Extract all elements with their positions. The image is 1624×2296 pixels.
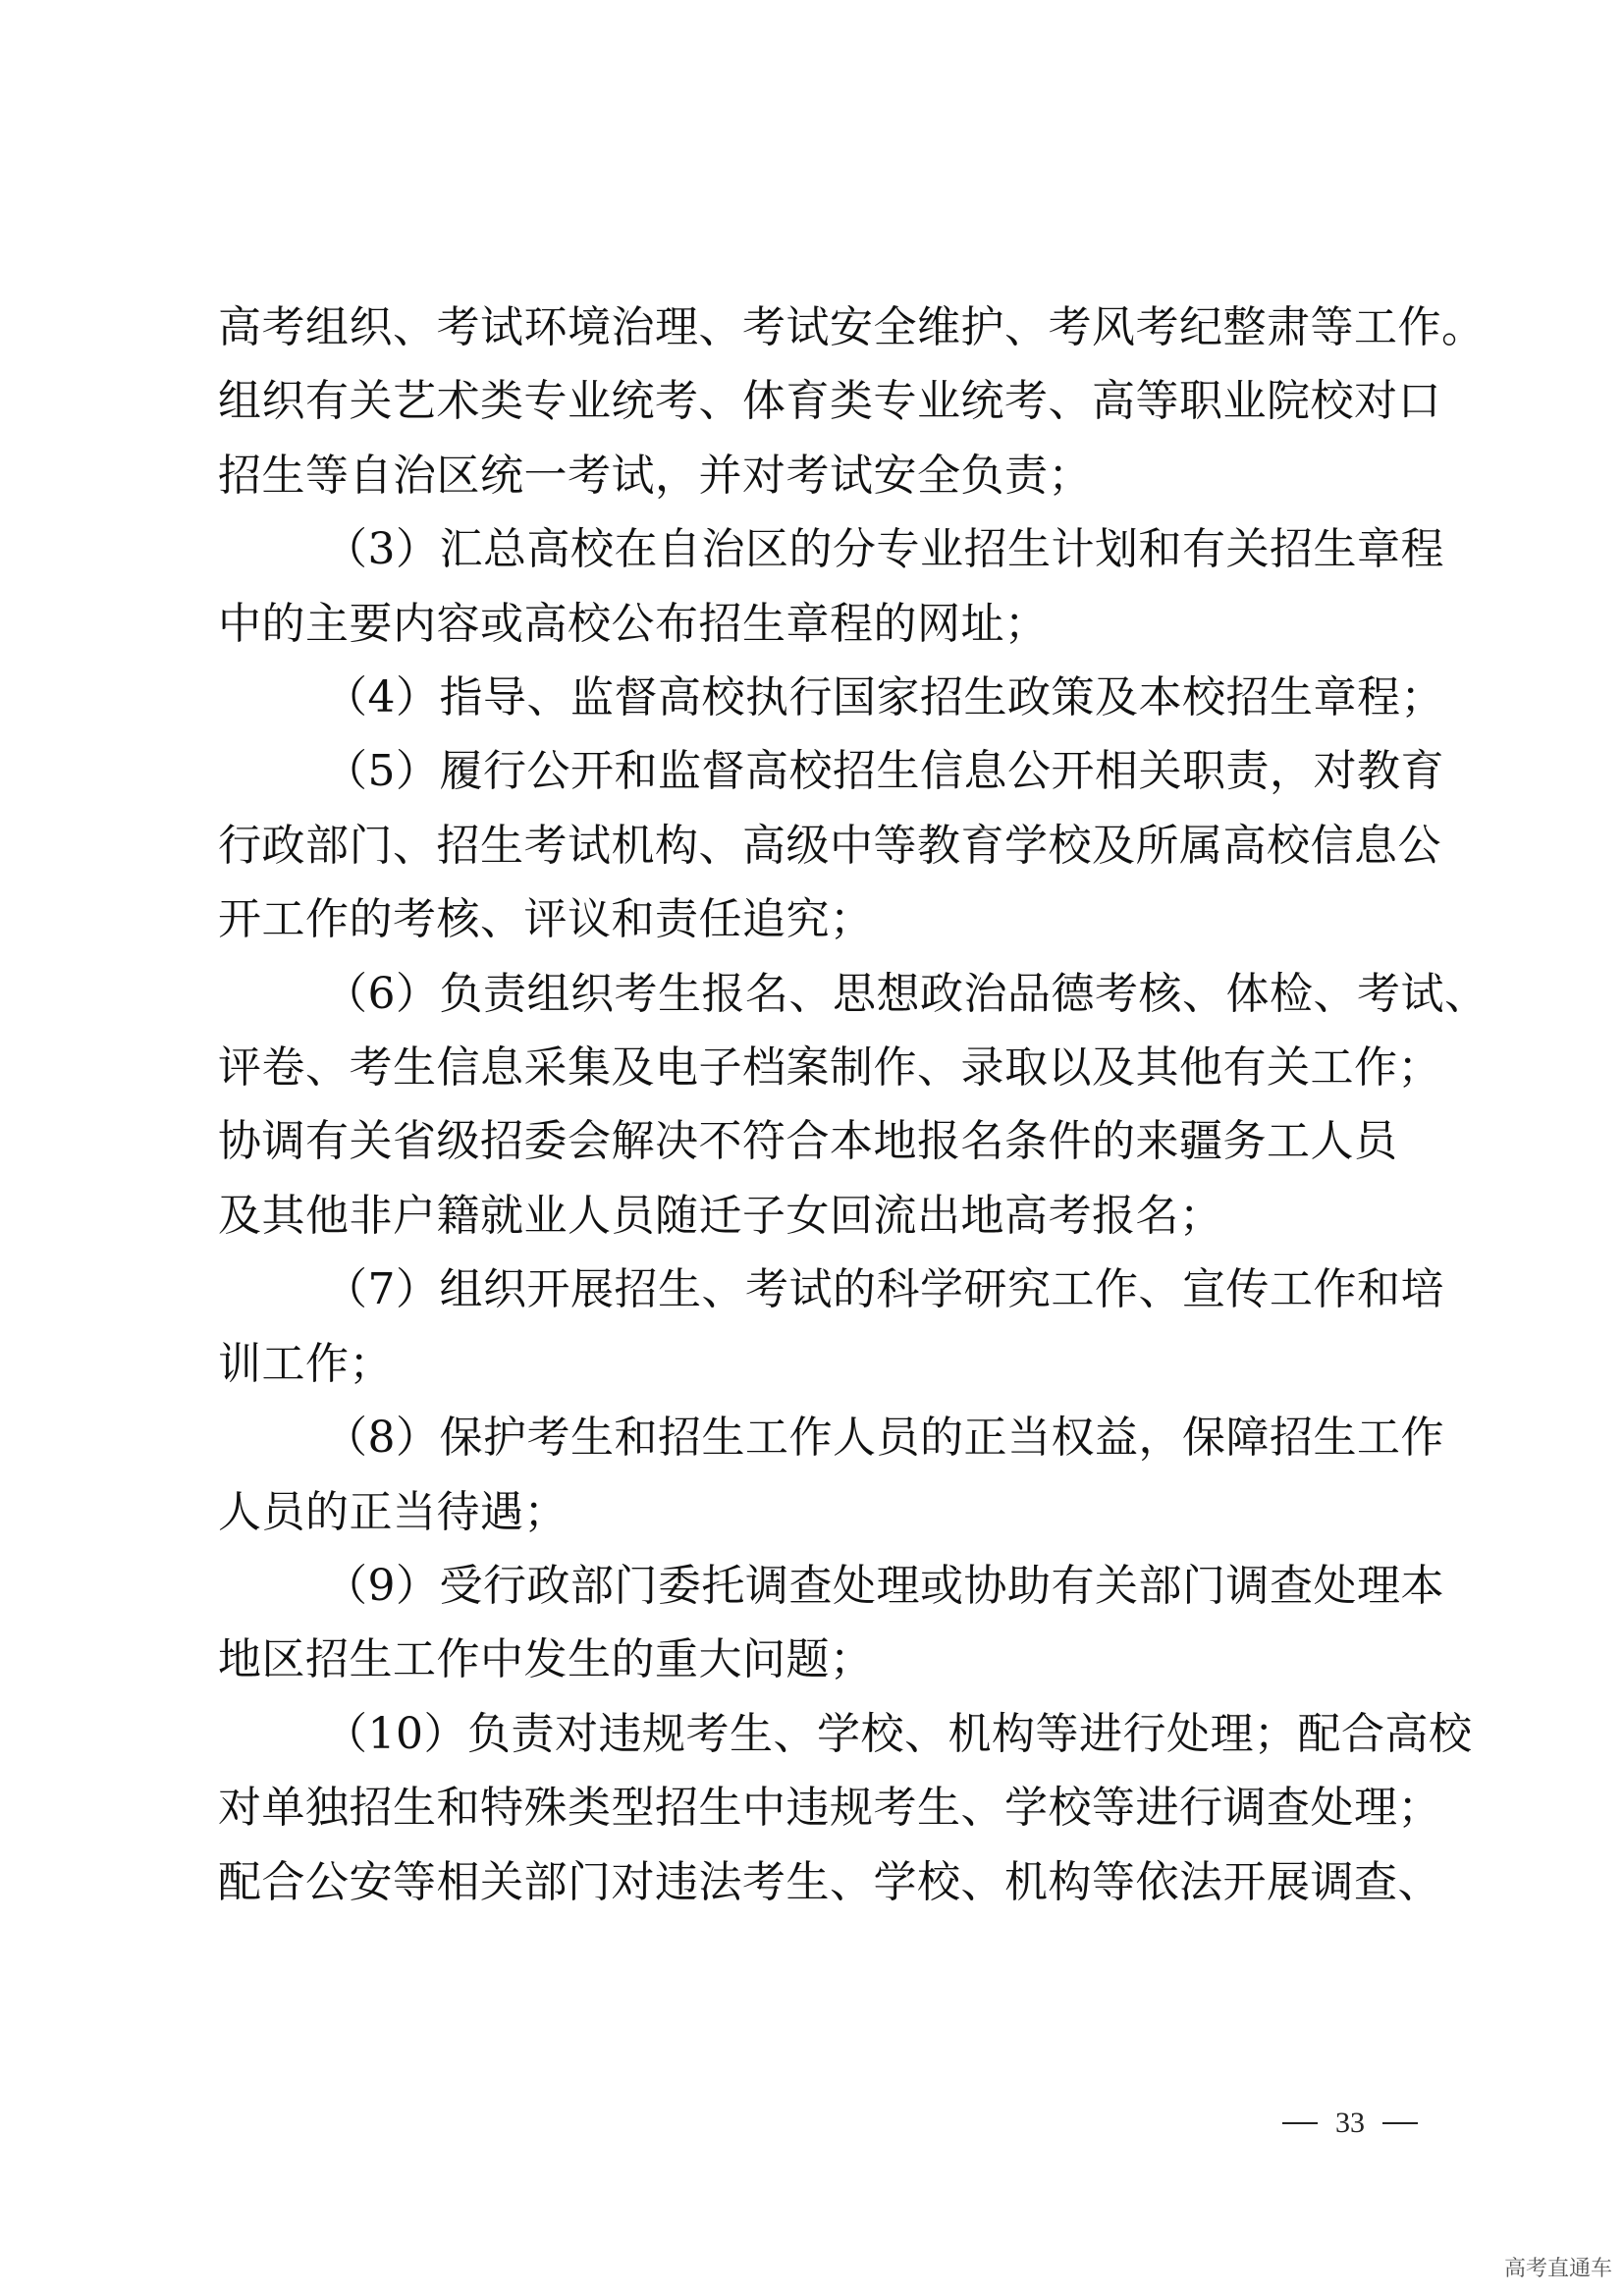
text-line: 中的主要内容或高校公布招生章程的网址； xyxy=(218,598,1049,649)
text-line: 开工作的考核、评议和责任追究； xyxy=(218,894,874,945)
text-line: 地区招生工作中发生的重大问题； xyxy=(218,1634,874,1685)
text-line: 及其他非户籍就业人员随迁子女回流出地高考报名； xyxy=(218,1190,1223,1241)
text-line: 高考组织、考试环境治理、考试安全维护、考风考纪整肃等工作。 xyxy=(218,302,1486,352)
text-line-indented: （10）负责对违规考生、学校、机构等进行处理；配合高校 xyxy=(324,1708,1473,1759)
body-line-block xyxy=(218,291,1489,1919)
text-line: 招生等自治区统一考试，并对考试安全负责； xyxy=(218,450,1092,501)
text-line: 协调有关省级招委会解决不符合本地报名条件的来疆务工人员 xyxy=(218,1116,1398,1167)
text-line-indented: （5）履行公开和监督高校招生信息公开相关职责，对教育 xyxy=(324,746,1444,797)
dash-left xyxy=(1282,2122,1318,2124)
text-line-indented: （4）指导、监督高校执行国家招生政策及本校招生章程； xyxy=(324,672,1444,723)
text-line: 人员的正当待遇； xyxy=(218,1486,568,1537)
dash-right xyxy=(1382,2122,1418,2124)
watermark: 高考直通车 xyxy=(1503,2257,1612,2281)
page-number: 33 xyxy=(1335,2107,1365,2139)
text-line-indented: （3）汇总高校在自治区的分专业招生计划和有关招生章程 xyxy=(324,524,1444,575)
text-line: 训工作； xyxy=(218,1338,393,1389)
text-line-indented: （6）负责组织考生报名、思想政治品德考核、体检、考试、 xyxy=(324,968,1489,1019)
text-line: 对单独招生和特殊类型招生中违规考生、学校等进行调查处理； xyxy=(218,1783,1441,1834)
text-line: 配合公安等相关部门对违法考生、学校、机构等依法开展调查、 xyxy=(218,1856,1441,1907)
page-number-footer xyxy=(1282,2107,1418,2140)
text-line: 评卷、考生信息采集及电子档案制作、录取以及其他有关工作； xyxy=(218,1042,1441,1094)
document-body xyxy=(218,291,1489,1919)
text-line: 组织有关艺术类专业统考、体育类专业统考、高等职业院校对口 xyxy=(218,376,1441,427)
text-line-indented: （8）保护考生和招生工作人员的正当权益，保障招生工作 xyxy=(324,1413,1444,1464)
text-line: 行政部门、招生考试机构、高级中等教育学校及所属高校信息公 xyxy=(218,820,1441,871)
text-line-indented: （7）组织开展招生、考试的科学研究工作、宣传工作和培 xyxy=(324,1264,1444,1315)
text-line-indented: （9）受行政部门委托调查处理或协助有关部门调查处理本 xyxy=(324,1560,1444,1611)
